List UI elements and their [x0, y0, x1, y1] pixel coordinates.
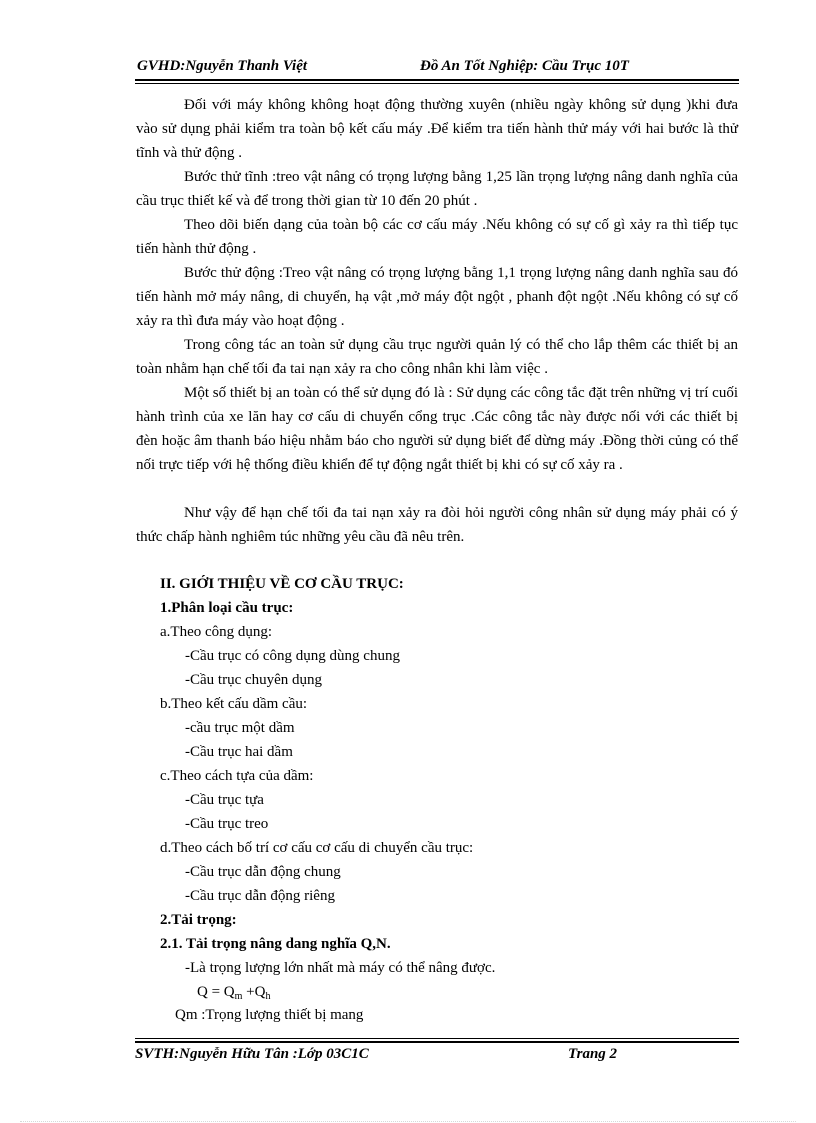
- footer-rule-thin: [135, 1038, 739, 1039]
- list-item: -Cầu trục dẫn động chung: [185, 864, 341, 880]
- rated-load-definition: -Là trọng lượng lớn nhất mà máy có thể nâng được.: [185, 960, 496, 976]
- subsection-classification: 1.Phân loại cầu trục:: [160, 600, 294, 616]
- list-item: -cầu trục một dầm: [185, 720, 295, 736]
- page-number: Trang 2: [568, 1046, 618, 1062]
- paragraph-7: Như vậy để hạn chế tối đa tai nạn xảy ra đòi hỏi người công nhân sử dụng máy phải có ý thức chấp hành nghiêm túc những yêu cầu đã nêu trên.: [136, 505, 738, 545]
- paragraph-4: Bước thử động :Treo vật nâng có trọng lượng bằng 1,1 trọng lượng nâng danh nghĩa sau đó tiến hành mở máy nâng, di chuyển, hạ vật ,mở máy đột ngột , phanh đột ngột .Nếu không có sự cố xảy ra thì đưa máy vào hoạt động .: [136, 265, 738, 329]
- footer-rule-thick: [135, 1041, 739, 1043]
- header-rule-thick: [135, 79, 739, 81]
- paragraph-6: Một số thiết bị an toàn có thể sử dụng đó là : Sử dụng các công tắc đặt trên những vị trí cuối hành trình của xe lăn hay cơ cấu di chuyển cổng trục .Các công tắc này được nối với các thiết bị đèn hoặc âm thanh báo hiệu nhằm báo cho người sử dụng biết để dừng máy .Đồng thời củng có thể nối trực tiếp với hệ thống điều khiển để tự động ngắt thiết bị khi có sự cố xảy ra .: [136, 385, 738, 473]
- formula-lhs: Q = Q: [197, 984, 235, 1000]
- section-heading: II. GIỚI THIỆU VỀ CƠ CẦU TRỤC:: [160, 576, 404, 592]
- category-a-title: a.Theo công dụng:: [160, 624, 273, 640]
- formula-sub-m: m: [234, 991, 243, 1002]
- header-project-title: Đồ An Tốt Nghiệp: Cầu Trục 10T: [420, 58, 629, 74]
- list-item: -Cầu trục hai dầm: [185, 744, 293, 760]
- paragraph-2: Bước thử tĩnh :treo vật nâng có trọng lượng bằng 1,25 lần trọng lượng nâng danh nghĩa của cầu trục thiết kế và để trong thời gian từ 10 đến 20 phút .: [136, 169, 738, 209]
- subsection-rated-load: 2.1. Tải trọng nâng dang nghĩa Q,N.: [160, 936, 391, 952]
- qm-definition: Qm :Trọng lượng thiết bị mang: [175, 1007, 364, 1023]
- list-item: -Cầu trục dẫn động riêng: [185, 888, 335, 904]
- subsection-load: 2.Tải trọng:: [160, 912, 237, 928]
- category-b-title: b.Theo kết cấu dầm cầu:: [160, 696, 308, 712]
- formula-plus: +Q: [242, 984, 266, 1000]
- load-formula: [197, 982, 270, 1002]
- list-item: -Cầu trục treo: [185, 816, 269, 832]
- page-edge-divider: [20, 1121, 796, 1122]
- header-rule-thin: [135, 83, 739, 84]
- header-supervisor: GVHD:Nguyễn Thanh Việt: [137, 58, 308, 74]
- footer-student: SVTH:Nguyễn Hữu Tân :Lớp 03C1C: [135, 1046, 369, 1062]
- paragraph-5: Trong công tác an toàn sử dụng cầu trục người quản lý có thể cho lắp thêm các thiết bị an toàn nhằm hạn chế tối đa tai nạn xảy ra cho công nhân khi làm việc .: [136, 337, 738, 377]
- category-c-title: c.Theo cách tựa của dầm:: [160, 768, 314, 784]
- formula-sub-h: h: [265, 991, 271, 1002]
- category-d-title: d.Theo cách bố trí cơ cấu cơ cấu di chuyển cầu trục:: [160, 840, 474, 856]
- list-item: -Cầu trục có công dụng dùng chung: [185, 648, 400, 664]
- paragraph-1: Đối với máy không không hoạt động thường xuyên (nhiều ngày không sử dụng )khi đưa vào sử dụng phải kiểm tra toàn bộ kết cấu máy .Để kiểm tra tiến hành thử máy với hai bước là thử tĩnh và thử động .: [136, 97, 738, 161]
- paragraph-3: Theo dõi biến dạng của toàn bộ các cơ cấu máy .Nếu không có sự cố gì xảy ra thì tiếp tục tiến hành thử động .: [136, 217, 738, 257]
- list-item: -Cầu trục tựa: [185, 792, 264, 808]
- list-item: -Cầu trục chuyên dụng: [185, 672, 323, 688]
